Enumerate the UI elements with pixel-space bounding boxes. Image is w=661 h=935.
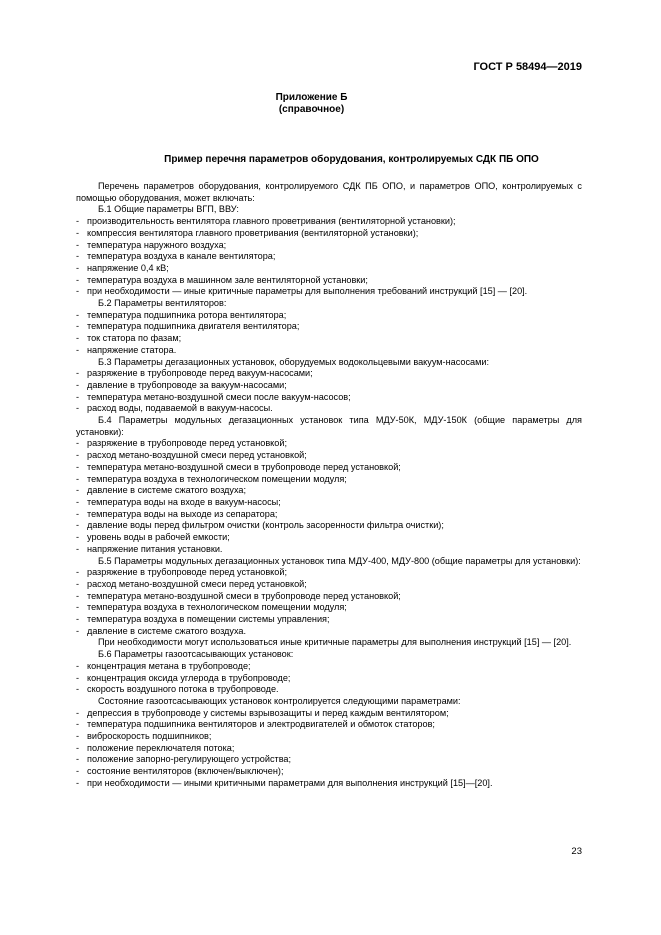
section-b6 (76, 649, 582, 696)
list-dash: - (76, 485, 80, 496)
list-item (76, 333, 582, 345)
list-item (76, 368, 582, 380)
list-item-text: температура подшипника двигателя вентилятора; (87, 321, 300, 332)
page-number: 23 (571, 846, 582, 857)
section-heading: Б.5 Параметры модульных дегазационных установок типа МДУ-400, МДУ-800 (общие параметры для установки): (98, 555, 581, 566)
list-item (76, 520, 582, 532)
list-item (76, 567, 582, 579)
list-item-text: виброскорость подшипников; (87, 731, 212, 742)
list-item-text: расход метано-воздушной смеси перед установкой; (87, 578, 307, 589)
list-item-text: температура метано-воздушной смеси в трубопроводе перед установкой; (87, 590, 401, 601)
list-dash: - (76, 707, 80, 718)
section-heading: Б.2 Параметры вентиляторов: (98, 298, 227, 309)
list-item (76, 614, 582, 626)
list-item (76, 380, 582, 392)
appendix-type: (справочное) (278, 104, 345, 115)
list-item-text: разряжение в трубопроводе перед установкой; (87, 438, 287, 449)
list-dash: - (76, 578, 80, 589)
list-item (76, 450, 582, 462)
list-dash: - (76, 344, 80, 355)
list-item-text: температура метано-воздушной смеси после вакуум-насосов; (87, 391, 351, 402)
section-heading: Б.3 Параметры дегазационных установок, оборудуемых водокольцевыми вакуум-насосами: (98, 356, 489, 367)
list-item (76, 708, 582, 720)
list-item-text: разряжение в трубопроводе перед вакуум-насосами; (87, 368, 313, 379)
list-item (76, 731, 582, 743)
appendix-heading (0, 92, 623, 116)
list-dash: - (76, 473, 80, 484)
list-item-text: температура воды на выходе из сепаратора; (87, 508, 278, 519)
list-item (76, 275, 582, 287)
intro-paragraph: Перечень параметров оборудования, контролируемого СДК ПБ ОПО, и параметров ОПО, контролируемых с помощью оборудования, может включать: (76, 181, 582, 203)
list-item (76, 462, 582, 474)
list-dash: - (76, 614, 80, 625)
list-item (76, 743, 582, 755)
list-item (76, 321, 582, 333)
list-item-text: температура воздуха в технологическом помещении модуля; (87, 473, 347, 484)
list-item (76, 778, 582, 790)
list-item (76, 497, 582, 509)
list-item-text: при необходимости — иные критичные параметры для выполнения требований инструкций [15] — [20]. (87, 286, 528, 297)
list-item (76, 403, 582, 415)
list-dash: - (76, 403, 80, 414)
document-code: ГОСТ Р 58494—2019 (473, 61, 582, 73)
list-item-text: концентрация оксида углерода в трубопроводе; (87, 672, 291, 683)
list-dash: - (76, 567, 80, 578)
section-title: Пример перечня параметров оборудования, контролируемых СДК ПБ ОПО (164, 154, 539, 165)
parameter-sections (76, 204, 582, 637)
list-dash: - (76, 379, 80, 390)
b5-note: При необходимости могут использоваться иные критичные параметры для выполнения инструкций [15] — [20]. (98, 637, 572, 648)
list-item (76, 579, 582, 591)
list-dash: - (76, 684, 80, 695)
list-item-text: положение переключателя потока; (87, 742, 235, 753)
list-item-text: при необходимости — иными критичными параметрами для выполнения инструкций [15]—[20]. (87, 777, 493, 788)
list-dash: - (76, 754, 80, 765)
list-item-text: концентрация метана в трубопроводе; (87, 660, 251, 671)
list-item (76, 438, 582, 450)
list-item-text: давление воды перед фильтром очистки (контроль засоренности фильтра очистки); (87, 520, 444, 531)
list-item (76, 509, 582, 521)
list-item (76, 251, 582, 263)
list-item-text: состояние вентиляторов (включен/выключен); (87, 766, 284, 777)
list-item (76, 591, 582, 603)
state-list (76, 708, 582, 790)
list-item-text: напряжение 0,4 кВ; (87, 262, 169, 273)
list-item (76, 532, 582, 544)
list-item-text: компрессия вентилятора главного проветривания (вентиляторной установки); (87, 227, 419, 238)
list-dash: - (76, 496, 80, 507)
list-dash: - (76, 660, 80, 671)
list-item (76, 602, 582, 614)
list-dash: - (76, 719, 80, 730)
list-dash: - (76, 742, 80, 753)
list-dash: - (76, 262, 80, 273)
section-heading: Б.4 Параметры модульных дегазационных установок типа МДУ-50К, МДУ-150К (общие параметры для установки): (76, 415, 582, 437)
list-item (76, 310, 582, 322)
list-item-text: температура воздуха в канале вентилятора; (87, 251, 276, 262)
list-dash: - (76, 543, 80, 554)
list-item-text: напряжение питания установки. (87, 543, 223, 554)
list-item (76, 392, 582, 404)
list-item (76, 719, 582, 731)
list-dash: - (76, 777, 80, 788)
list-item (76, 228, 582, 240)
list-item (76, 345, 582, 357)
list-item (76, 626, 582, 638)
section-heading: Б.6 Параметры газоотсасывающих установок: (98, 649, 294, 660)
list-item (76, 673, 582, 685)
list-item-text: давление в трубопроводе за вакуум-насосами; (87, 379, 287, 390)
list-item-text: производительность вентилятора главного проветривания (вентиляторной установки); (87, 216, 456, 227)
list-item (76, 286, 582, 298)
list-item-text: температура воды на входе в вакуум-насосы; (87, 496, 281, 507)
list-dash: - (76, 450, 80, 461)
list-dash: - (76, 438, 80, 449)
list-item (76, 544, 582, 556)
list-dash: - (76, 532, 80, 543)
list-item-text: ток статора по фазам; (87, 333, 182, 344)
list-dash: - (76, 251, 80, 262)
section-heading: Б.1 Общие параметры ВГП, ВВУ: (98, 204, 239, 215)
list-dash: - (76, 461, 80, 472)
list-item (76, 754, 582, 766)
list-item (76, 485, 582, 497)
list-item-text: положение запорно-регулирующего устройства; (87, 754, 292, 765)
list-item-text: уровень воды в рабочей емкости; (87, 532, 230, 543)
list-item-text: температура подшипника вентиляторов и электродвигателей и обмоток статоров; (87, 719, 435, 730)
document-body (76, 181, 582, 790)
list-item (76, 661, 582, 673)
list-dash: - (76, 274, 80, 285)
list-item-text: температура метано-воздушной смеси в трубопроводе перед установкой; (87, 461, 401, 472)
list-item-text: температура подшипника ротора вентилятора; (87, 309, 287, 320)
list-item-text: температура воздуха в технологическом помещении модуля; (87, 602, 347, 613)
list-item-text: расход воды, подаваемой в вакуум-насосы. (87, 403, 273, 414)
list-dash: - (76, 309, 80, 320)
list-item-text: давление в системе сжатого воздуха. (87, 625, 247, 636)
list-dash: - (76, 520, 80, 531)
list-item-text: депрессия в трубопроводе у системы взрывозащиты и перед каждым вентилятором; (87, 707, 449, 718)
list-dash: - (76, 508, 80, 519)
list-dash: - (76, 368, 80, 379)
appendix-label: Приложение Б (275, 92, 348, 103)
list-item (76, 240, 582, 252)
list-item-text: напряжение статора. (87, 344, 177, 355)
list-item (76, 263, 582, 275)
list-item-text: температура воздуха в помещении системы управления; (87, 614, 330, 625)
state-heading: Состояние газоотсасывающих установок контролируется следующими параметрами: (98, 695, 461, 706)
list-item (76, 474, 582, 486)
list-item-text: расход метано-воздушной смеси перед установкой; (87, 450, 307, 461)
list-dash: - (76, 731, 80, 742)
list-dash: - (76, 333, 80, 344)
list-dash: - (76, 672, 80, 683)
list-dash: - (76, 216, 80, 227)
list-dash: - (76, 602, 80, 613)
list-item-text: разряжение в трубопроводе перед установкой; (87, 567, 287, 578)
list-item-text: температура воздуха в машинном зале вентиляторной установки; (87, 274, 368, 285)
list-dash: - (76, 590, 80, 601)
list-item-text: давление в системе сжатого воздуха; (87, 485, 247, 496)
list-item-text: скорость воздушного потока в трубопроводе. (87, 684, 279, 695)
list-item (76, 216, 582, 228)
list-dash: - (76, 286, 80, 297)
list-dash: - (76, 766, 80, 777)
list-item (76, 766, 582, 778)
list-dash: - (76, 625, 80, 636)
list-dash: - (76, 391, 80, 402)
list-dash: - (76, 321, 80, 332)
list-item (76, 684, 582, 696)
list-dash: - (76, 239, 80, 250)
list-item-text: температура наружного воздуха; (87, 239, 227, 250)
list-dash: - (76, 227, 80, 238)
